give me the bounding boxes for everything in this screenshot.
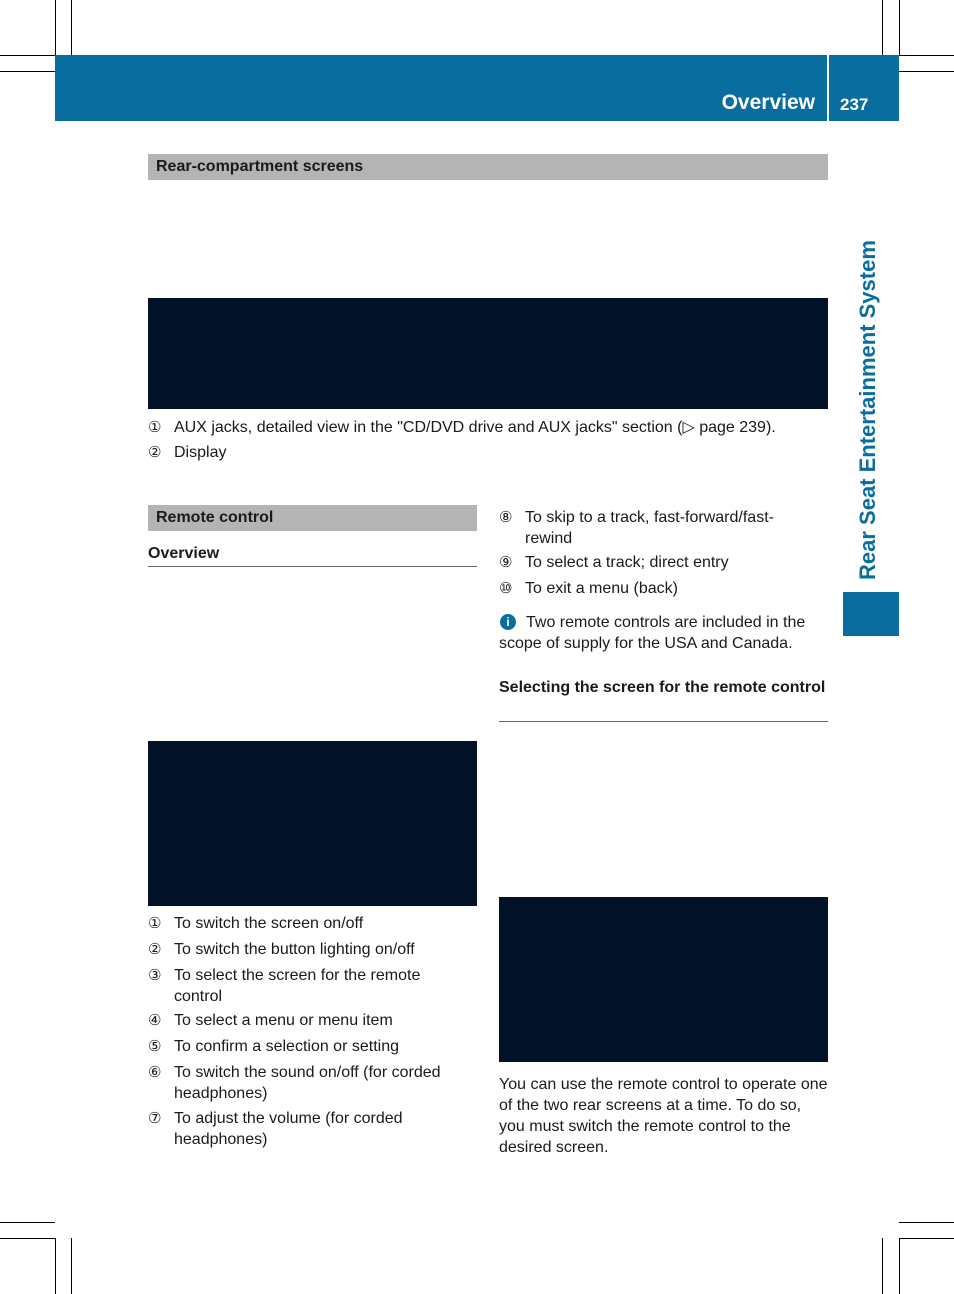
item-text: To switch the screen on/off <box>174 915 364 932</box>
crop-mark <box>899 55 954 56</box>
item-number: ① <box>148 915 162 932</box>
item-text: To adjust the volume (for corded headphones) <box>174 1110 403 1148</box>
item-text: To switch the button lighting on/off <box>174 941 415 958</box>
item-number: ① <box>148 419 162 436</box>
info-note: Two remote controls are included in the scope of supply for the USA and Canada. <box>499 614 806 652</box>
item-number: ③ <box>148 967 162 984</box>
screen-selection-image <box>499 728 828 897</box>
crop-mark <box>882 1238 883 1294</box>
header-title: Overview <box>721 91 815 114</box>
crop-mark <box>899 0 900 55</box>
crop-mark <box>0 55 55 56</box>
section-heading-remote-control: Remote control <box>148 505 477 531</box>
crop-mark <box>882 0 883 55</box>
item-text: To switch the sound on/off (for corded headphones) <box>174 1064 441 1102</box>
side-tab-title: Rear Seat Entertainment System <box>855 240 880 580</box>
item-text: To select the screen for the remote control <box>174 967 421 1005</box>
item-number: ⑤ <box>148 1038 162 1055</box>
item-number: ② <box>148 941 162 958</box>
crop-mark <box>71 0 72 55</box>
crop-mark <box>0 1238 55 1239</box>
item-text: To skip to a track, fast-forward/fast-rewind <box>525 509 774 547</box>
item-text: To select a menu or menu item <box>174 1012 393 1029</box>
item-number: ④ <box>148 1012 162 1029</box>
selecting-paragraph: You can use the remote control to operate one of the two rear screens at a time. To do so, you must switch the remote control to the desired screen. <box>499 1076 828 1156</box>
rear-screens-image <box>148 186 828 298</box>
header-divider <box>827 55 829 121</box>
item-number: ⑩ <box>499 580 513 597</box>
crop-mark <box>899 71 954 72</box>
crop-mark <box>55 1238 56 1294</box>
item-text: AUX jacks, detailed view in the "CD/DVD drive and AUX jacks" section (▷ page 239). <box>174 419 776 436</box>
item-text: Display <box>174 444 227 461</box>
sub-heading-overview: Overview <box>148 544 477 567</box>
page-number: 237 <box>840 95 869 114</box>
crop-mark <box>55 0 56 55</box>
rear-screens-image-dark <box>148 298 828 409</box>
item-number: ⑧ <box>499 509 513 526</box>
item-number: ⑨ <box>499 554 513 571</box>
crop-mark <box>0 71 55 72</box>
item-text: To exit a menu (back) <box>525 580 678 597</box>
item-number: ② <box>148 444 162 461</box>
crop-mark <box>899 1238 900 1294</box>
item-number: ⑦ <box>148 1110 162 1127</box>
sub-heading-selecting-screen: Selecting the screen for the remote control <box>499 678 828 722</box>
crop-mark <box>899 1238 954 1239</box>
item-text: To select a track; direct entry <box>525 554 729 571</box>
screen-selection-image-dark <box>499 897 828 1062</box>
item-text: To confirm a selection or setting <box>174 1038 399 1055</box>
remote-control-image-dark <box>148 741 477 906</box>
section-heading-rear-screens: Rear-compartment screens <box>148 154 828 180</box>
remote-control-image <box>148 572 477 741</box>
side-tab-marker <box>843 592 899 636</box>
page-header <box>55 55 899 121</box>
crop-mark <box>0 1222 55 1223</box>
item-number: ⑥ <box>148 1064 162 1081</box>
crop-mark <box>899 1222 954 1223</box>
crop-mark <box>71 1238 72 1294</box>
info-icon: i <box>500 614 516 630</box>
